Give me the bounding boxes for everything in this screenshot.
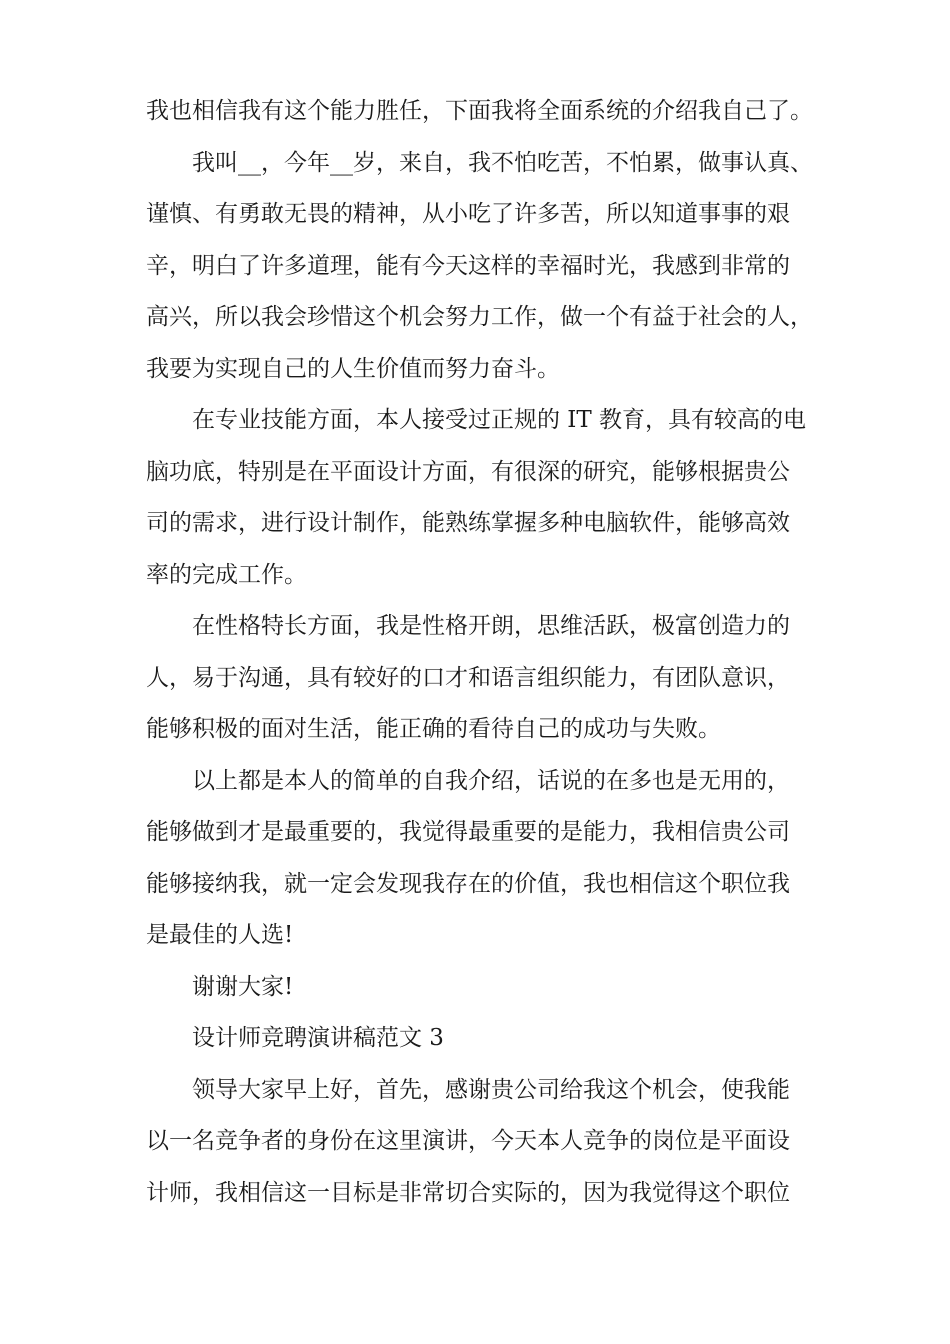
text-line: 在专业技能方面，本人接受过正规的 IT 教育，具有较高的电 bbox=[192, 407, 807, 433]
text-line: 率的完成工作。 bbox=[146, 561, 307, 588]
text-line: 司的需求，进行设计制作，能熟练掌握多种电脑软件，能够高效 bbox=[146, 510, 790, 536]
text-line: 谢谢大家! bbox=[192, 973, 294, 1000]
text-line: 以一名竞争者的身份在这里演讲，今天本人竞争的岗位是平面设 bbox=[146, 1128, 790, 1154]
paragraph bbox=[146, 1013, 826, 1065]
text-line: 计师，我相信这一目标是非常切合实际的，因为我觉得这个职位 bbox=[146, 1179, 790, 1206]
text-line: 人，易于沟通，具有较好的口才和语言组织能力，有团队意识， bbox=[146, 664, 790, 691]
text-line: 能够积极的面对生活，能正确的看待自己的成功与失败。 bbox=[146, 716, 721, 742]
paragraph bbox=[146, 395, 826, 601]
text-line: 在性格特长方面，我是性格开朗，思维活跃，极富创造力的 bbox=[192, 613, 790, 639]
text-line: 我叫__，今年__岁，来自，我不怕吃苦，不怕累，做事认真、 bbox=[192, 149, 813, 176]
text-line: 领导大家早上好，首先，感谢贵公司给我这个机会，使我能 bbox=[192, 1076, 790, 1103]
text-line: 以上都是本人的简单的自我介绍，话说的在多也是无用的， bbox=[192, 767, 790, 794]
text-line: 谨慎、有勇敢无畏的精神，从小吃了许多苦，所以知道事事的艰 bbox=[146, 201, 790, 227]
text-line: 是最佳的人选! bbox=[146, 922, 294, 948]
text-line: 设计师竞聘演讲稿范文 3 bbox=[192, 1025, 444, 1051]
text-line: 能够接纳我，就一定会发现我存在的价值，我也相信这个职位我 bbox=[146, 870, 790, 897]
paragraph bbox=[146, 138, 826, 396]
text-line: 辛，明白了许多道理，能有今天这样的幸福时光，我感到非常的 bbox=[146, 252, 790, 279]
text-line: 高兴，所以我会珍惜这个机会努力工作，做一个有益于社会的人， bbox=[146, 304, 813, 330]
paragraph bbox=[146, 1065, 826, 1220]
text-line: 脑功底，特别是在平面设计方面，有很深的研究，能够根据贵公 bbox=[146, 458, 790, 485]
text-line: 我要为实现自己的人生价值而努力奋斗。 bbox=[146, 355, 560, 382]
text-line: 我也相信我有这个能力胜任，下面我将全面系统的介绍我自己了。 bbox=[146, 98, 813, 124]
paragraph bbox=[146, 962, 826, 1014]
document-body bbox=[146, 86, 826, 1219]
paragraph bbox=[146, 86, 826, 138]
paragraph bbox=[146, 756, 826, 962]
paragraph bbox=[146, 601, 826, 756]
text-line: 能够做到才是最重要的，我觉得最重要的是能力，我相信贵公司 bbox=[146, 819, 790, 845]
